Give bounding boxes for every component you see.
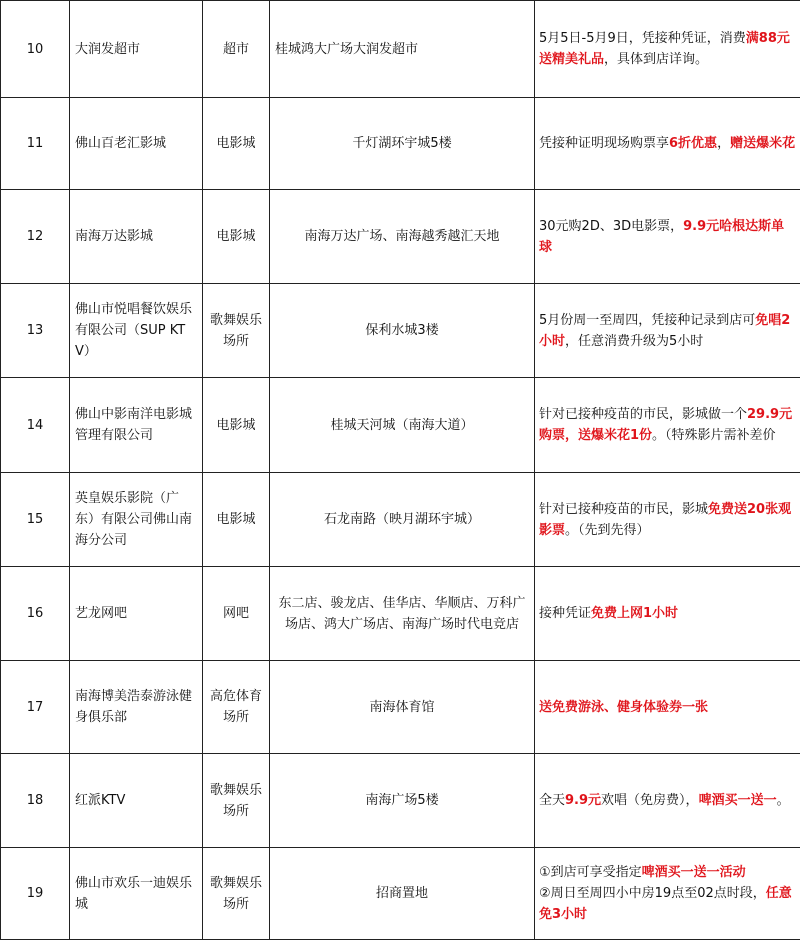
venue-address: 南海万达广场、南海越秀越汇天地: [270, 190, 535, 284]
venue-address: 招商置地: [270, 848, 535, 940]
offer-cell: [535, 754, 800, 848]
offer-text: ，具体到店详询。: [604, 52, 709, 67]
row-number: 13: [1, 284, 70, 378]
venue-name: 艺龙网吧: [70, 567, 203, 661]
venue-type: 歌舞娱乐场所: [203, 754, 270, 848]
offer-text: 。: [776, 793, 790, 808]
venue-name: 佛山百老汇影城: [70, 98, 203, 190]
offer-cell: [535, 661, 800, 754]
offer-cell: [535, 284, 800, 378]
offer-highlight: 6折优惠: [669, 136, 718, 151]
row-number: 12: [1, 190, 70, 284]
offer-text: 5月份周一至周四，凭接种记录到店可: [539, 312, 756, 328]
offer-highlight: 免唱2小时: [539, 312, 791, 349]
row-number: 15: [1, 473, 70, 567]
offer-cell: [535, 1, 800, 98]
offer-text: ，任意消费升级为5小时: [565, 333, 704, 349]
venue-type: 电影城: [203, 98, 270, 190]
table-row: [1, 378, 800, 473]
offer-text: 凭接种证明现场购票享: [539, 136, 670, 151]
venue-address: 东二店、骏龙店、佳华店、华顺店、万科广场店、鸿大广场店、南海广场时代电竞店: [270, 567, 535, 661]
venue-address: 桂城鸿大广场大润发超市: [270, 1, 535, 98]
offer-cell: [535, 378, 800, 473]
offer-highlight: 送免费游泳、健身体验券一张: [539, 699, 709, 715]
offer-text: 。（先到先得）: [565, 522, 650, 538]
offer-highlight: 免费上网1小时: [591, 606, 679, 621]
venue-name: 英皇娱乐影院（广东）有限公司佛山南海分公司: [70, 473, 203, 567]
table-row: [1, 98, 800, 190]
offer-text: 针对已接种疫苗的市民，影城: [539, 501, 709, 517]
venue-address: 保利水城3楼: [270, 284, 535, 378]
offer-highlight: 啤酒买一送一: [698, 793, 777, 808]
offer-highlight: 免费送20张观影票: [539, 501, 792, 538]
row-number: 11: [1, 98, 70, 190]
offer-text: 5月5日-5月9日，凭接种凭证，消费: [539, 31, 746, 46]
offer-highlight: 赠送爆米花: [730, 136, 796, 151]
offer-cell: [535, 567, 800, 661]
venue-type: 歌舞娱乐场所: [203, 848, 270, 940]
venue-type: 电影城: [203, 378, 270, 473]
table-row: [1, 473, 800, 567]
venue-address: 千灯湖环宇城5楼: [270, 98, 535, 190]
row-number: 16: [1, 567, 70, 661]
table-row: [1, 1, 800, 98]
venue-address: 南海体育馆: [270, 661, 535, 754]
offer-highlight: 29.9元购票，送爆米花1份: [539, 407, 793, 443]
offer-text: ②周日至周四小中房19点至02点时段，: [539, 886, 766, 901]
offer-cell: [535, 473, 800, 567]
venue-address: 石龙南路（映月湖环宇城）: [270, 473, 535, 567]
offer-line: [539, 883, 796, 925]
offer-text: 针对已接种疫苗的市民，影城做一个: [539, 407, 748, 422]
offer-text: ①到店可享受指定: [539, 865, 642, 880]
table-row: [1, 567, 800, 661]
venue-type: 超市: [203, 1, 270, 98]
offer-text: 30元购2D、3D电影票，: [539, 218, 684, 234]
offer-text: ，: [717, 136, 731, 151]
venue-name: 佛山中影南洋电影城管理有限公司: [70, 378, 203, 473]
offer-highlight: 啤酒买一送一活动: [641, 865, 746, 880]
offer-highlight: 任意免3小时: [539, 886, 792, 922]
offer-highlight: 满88元送精美礼品: [539, 31, 790, 67]
offer-text: 接种凭证: [539, 606, 592, 621]
offer-text: 欢唱（免房费），: [601, 793, 699, 808]
venue-name: 大润发超市: [70, 1, 203, 98]
offer-cell: [535, 190, 800, 284]
venue-type: 高危体育场所: [203, 661, 270, 754]
row-number: 17: [1, 661, 70, 754]
table-row: [1, 754, 800, 848]
row-number: 10: [1, 1, 70, 98]
offer-cell: [535, 848, 800, 940]
venue-type: 网吧: [203, 567, 270, 661]
venue-name: 佛山市欢乐一迪娱乐城: [70, 848, 203, 940]
table-row: [1, 284, 800, 378]
venue-type: 歌舞娱乐场所: [203, 284, 270, 378]
table-row: [1, 661, 800, 754]
offer-highlight: 9.9元哈根达斯单球: [539, 218, 785, 255]
venue-name: 佛山市悦唱餐饮娱乐有限公司（SUP KTV）: [70, 284, 203, 378]
table-row: [1, 848, 800, 940]
row-number: 18: [1, 754, 70, 848]
table-row: [1, 190, 800, 284]
venue-address: 桂城天河城（南海大道）: [270, 378, 535, 473]
venue-name: 南海博美浩泰游泳健身俱乐部: [70, 661, 203, 754]
offer-line: [539, 862, 796, 883]
row-number: 19: [1, 848, 70, 940]
row-number: 14: [1, 378, 70, 473]
offer-text: 。（特殊影片需补差价: [652, 428, 776, 443]
offer-cell: [535, 98, 800, 190]
venue-name: 红派KTV: [70, 754, 203, 848]
offer-text: 全天: [539, 793, 566, 808]
venue-type: 电影城: [203, 190, 270, 284]
venue-name: 南海万达影城: [70, 190, 203, 284]
offer-highlight: 9.9元: [565, 793, 602, 808]
venue-address: 南海广场5楼: [270, 754, 535, 848]
venue-type: 电影城: [203, 473, 270, 567]
